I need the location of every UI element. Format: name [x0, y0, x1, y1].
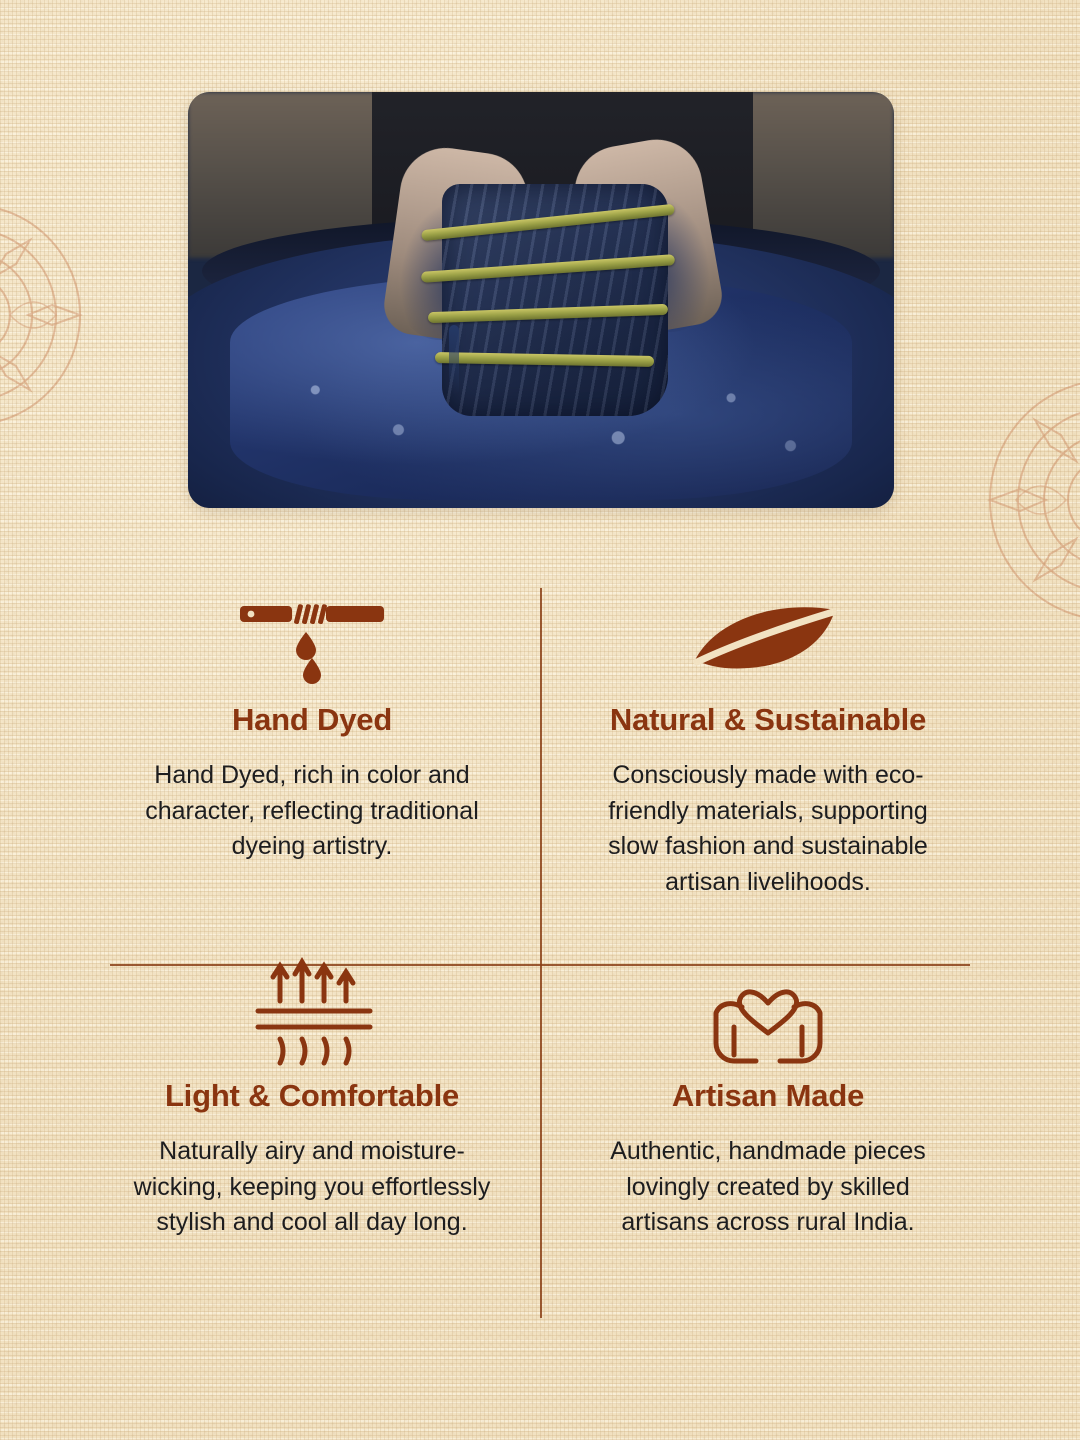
features-section	[110, 570, 970, 1275]
paint-roller-drip-icon	[128, 588, 496, 684]
indigo-dyeing-photo	[188, 92, 894, 508]
leaf-icon	[584, 588, 952, 684]
feature-card-hand-dyed	[110, 570, 540, 934]
feature-description: Hand Dyed, rich in color and character, reflecting traditional dyeing artistry.	[145, 761, 479, 860]
feature-card-natural-sustainable	[540, 570, 970, 934]
feature-description: Authentic, handmade pieces lovingly created by skilled artisans across rural India.	[610, 1137, 926, 1236]
breathable-fabric-airflow-icon	[128, 964, 496, 1060]
feature-card-light-comfortable	[110, 934, 540, 1275]
feature-description: Naturally airy and moisture-wicking, keeping you effortlessly stylish and cool all day long.	[133, 1137, 491, 1236]
dye-drip	[449, 325, 459, 395]
hero-photo-canvas	[188, 92, 894, 508]
feature-description: Consciously made with eco-friendly materials, supporting slow fashion and sustainable artisan livelihoods.	[608, 761, 928, 896]
features-grid	[110, 570, 970, 1275]
feature-title: Artisan Made	[671, 1078, 865, 1113]
feature-title: Hand Dyed	[231, 702, 393, 737]
feature-title: Natural & Sustainable	[609, 702, 927, 737]
feature-card-artisan-made	[540, 934, 970, 1275]
hands-holding-heart-icon	[584, 964, 952, 1060]
feature-title: Light & Comfortable	[164, 1078, 460, 1113]
